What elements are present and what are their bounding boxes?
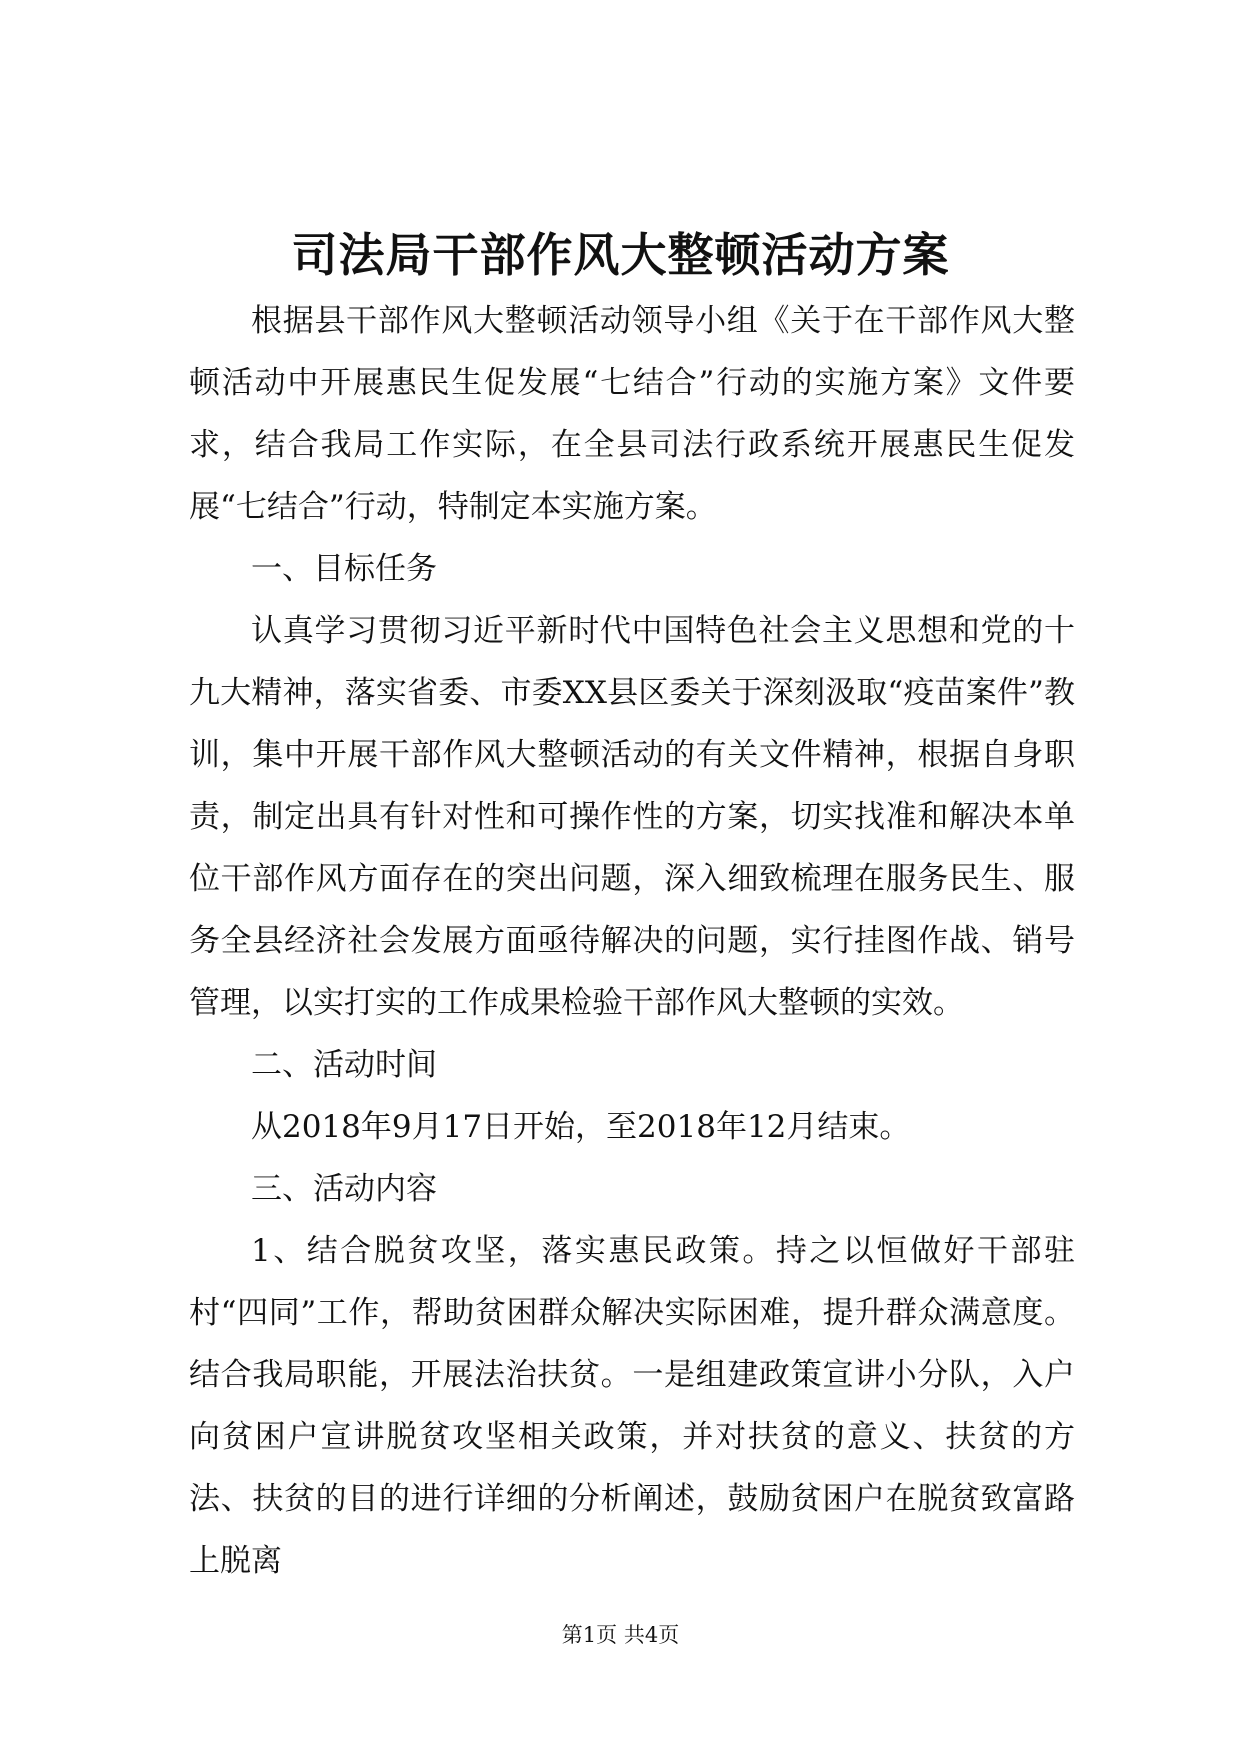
- content-item-1-paragraph: 1、结合脱贫攻坚，落实惠民政策。持之以恒做好干部驻村“四同”工作，帮助贫困群众解决实际困难，提升群众满意度。结合我局职能，开展法治扶贫。一是组建政策宣讲小分队，入户向贫困户宣讲脱贫攻坚相关政策，并对扶贫的意义、扶贫的方法、扶贫的目的进行详细的分析阐述，鼓励贫困户在脱贫致富路上脱离: [189, 1233, 1075, 1579]
- goals-paragraph: 认真学习贯彻习近平新时代中国特色社会主义思想和党的十九大精神，落实省委、市委XX县区委关于深刻汲取“疫苗案件”教训，集中开展干部作风大整顿活动的有关文件精神，根据自身职责，制定出具有针对性和可操作性的方案，切实找准和解决本单位干部作风方面存在的突出问题，深入细致梳理在服务民生、服务全县经济社会发展方面亟待解决的问题，实行挂图作战、销号管理，以实打实的工作成果检验干部作风大整顿的实效。: [189, 613, 1075, 1021]
- document-title: 司法局干部作风大整顿活动方案: [291, 228, 950, 282]
- document-body: [189, 290, 1075, 1592]
- page-number-footer: 第1页 共4页: [561, 1623, 680, 1647]
- time-paragraph: 从2018年9月17日开始，至2018年12月结束。: [251, 1109, 911, 1145]
- section-heading-content: 三、活动内容: [251, 1171, 437, 1207]
- section-heading-goals: 一、目标任务: [251, 551, 437, 587]
- intro-paragraph: 根据县干部作风大整顿活动领导小组《关于在干部作风大整顿活动中开展惠民生促发展“七结合”行动的实施方案》文件要求，结合我局工作实际，在全县司法行政系统开展惠民生促发展“七结合”行动，特制定本实施方案。: [189, 303, 1075, 525]
- section-heading-time: 二、活动时间: [251, 1047, 437, 1083]
